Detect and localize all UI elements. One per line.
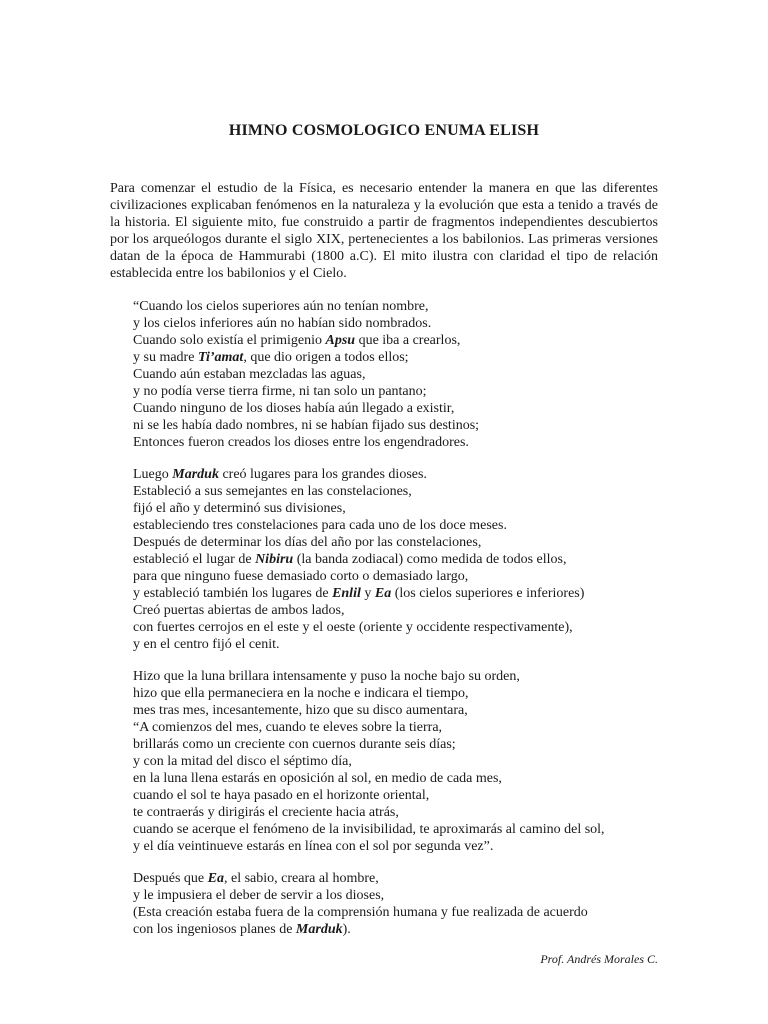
poem-line: Cuando aún estaban mezcladas las aguas, (133, 367, 366, 382)
deity-name-tiamat: Ti’amat (197, 350, 244, 365)
intro-text: Para comenzar el estudio de la Física, es necesario entender la manera en que las diferentes civilizaciones explicaban fenómenos en la naturaleza y la evolución que esta a tenido a través de la historia. El siguiente mito, fue construido a partir de fragmentos independientes descubiertos por los arqueólogos durante el siglo XIX, pertenecientes a los babilonios. Las primeras versiones datan de la época de Hammurabi (1800 a.C). El mito ilustra con claridad el tipo de relación establecida entre los babilonios y el Cielo. (110, 181, 658, 281)
poem-line: mes tras mes, incesantemente, hizo que su disco aumentara, (133, 703, 468, 718)
poem-line: brillarás como un creciente con cuernos durante seis días; (133, 737, 456, 752)
deity-name-ea: Ea (374, 586, 392, 601)
poem-line: para que ninguno fuese demasiado corto o demasiado largo, (133, 569, 469, 584)
poem-line: Estableció a sus semejantes en las constelaciones, (133, 484, 412, 499)
poem-line: y no podía verse tierra firme, ni tan solo un pantano; (133, 384, 427, 399)
poem-line: con los ingeniosos planes de Marduk). (133, 922, 351, 937)
poem-line: y con la mitad del disco el séptimo día, (133, 754, 352, 769)
poem-line: y en el centro fijó el cenit. (133, 637, 280, 652)
poem-line: y los cielos inferiores aún no habían sido nombrados. (133, 316, 432, 331)
deity-name-enlil: Enlil (332, 586, 361, 601)
poem-line: y le impusiera el deber de servir a los dioses, (133, 888, 385, 903)
poem-stanza-3 (133, 668, 658, 855)
poem-stanza-4 (133, 870, 658, 938)
poem-line: cuando se acerque el fenómeno de la invisibilidad, te aproximarás al camino del sol, (133, 822, 605, 837)
poem-line: Cuando ninguno de los dioses había aún llegado a existir, (133, 401, 455, 416)
poem-line: estableciendo tres constelaciones para cada uno de los doce meses. (133, 518, 507, 533)
poem-line: “A comienzos del mes, cuando te eleves sobre la tierra, (133, 720, 443, 735)
deity-name-ea: Ea (207, 871, 224, 886)
poem-stanza-1 (133, 298, 658, 451)
poem-line: ni se les había dado nombres, ni se habían fijado sus destinos; (133, 418, 480, 433)
poem-line: Luego Marduk creó lugares para los grandes dioses. (133, 467, 427, 482)
poem-line: te contraerás y dirigirás el creciente hacia atrás, (133, 805, 399, 820)
poem-stanza-2 (133, 466, 658, 653)
author-signature: Prof. Andrés Morales C. (540, 952, 658, 966)
poem-line: con fuertes cerrojos en el este y el oeste (oriente y occidente respectivamente), (133, 620, 573, 635)
deity-name-marduk: Marduk (295, 922, 343, 937)
poem-line: cuando el sol te haya pasado en el horizonte oriental, (133, 788, 430, 803)
poem-line: Después que Ea, el sabio, creara al hombre, (133, 871, 379, 886)
poem-line: (Esta creación estaba fuera de la comprensión humana y fue realizada de acuerdo (133, 905, 588, 920)
poem-line: y estableció también los lugares de Enlil y Ea (los cielos superiores e inferiores) (133, 586, 585, 601)
poem-line: fijó el año y determinó sus divisiones, (133, 501, 346, 516)
intro-paragraph (110, 180, 658, 282)
poem-line: en la luna llena estarás en oposición al sol, en medio de cada mes, (133, 771, 502, 786)
deity-name-marduk: Marduk (172, 467, 219, 482)
poem-line: estableció el lugar de Nibiru (la banda zodiacal) como medida de todos ellos, (133, 552, 567, 567)
poem-line: Después de determinar los días del año por las constelaciones, (133, 535, 482, 550)
poem-line: Creó puertas abiertas de ambos lados, (133, 603, 345, 618)
document-title: HIMNO COSMOLOGICO ENUMA ELISH (228, 122, 540, 139)
poem-line: y su madre Ti’amat, que dio origen a todos ellos; (133, 350, 409, 365)
poem-line: “Cuando los cielos superiores aún no tenían nombre, (133, 299, 429, 314)
poem-line: Hizo que la luna brillara intensamente y puso la noche bajo su orden, (133, 669, 520, 684)
name-nibiru: Nibiru (255, 552, 294, 567)
poem-line: y el día veintinueve estarás en línea con el sol por segunda vez”. (133, 839, 494, 854)
poem-line: hizo que ella permaneciera en la noche e indicara el tiempo, (133, 686, 469, 701)
deity-name-apsu: Apsu (325, 333, 356, 348)
poem-line: Cuando solo existía el primigenio Apsu que iba a crearlos, (133, 333, 461, 348)
poem-line: Entonces fueron creados los dioses entre los engendradores. (133, 435, 469, 450)
